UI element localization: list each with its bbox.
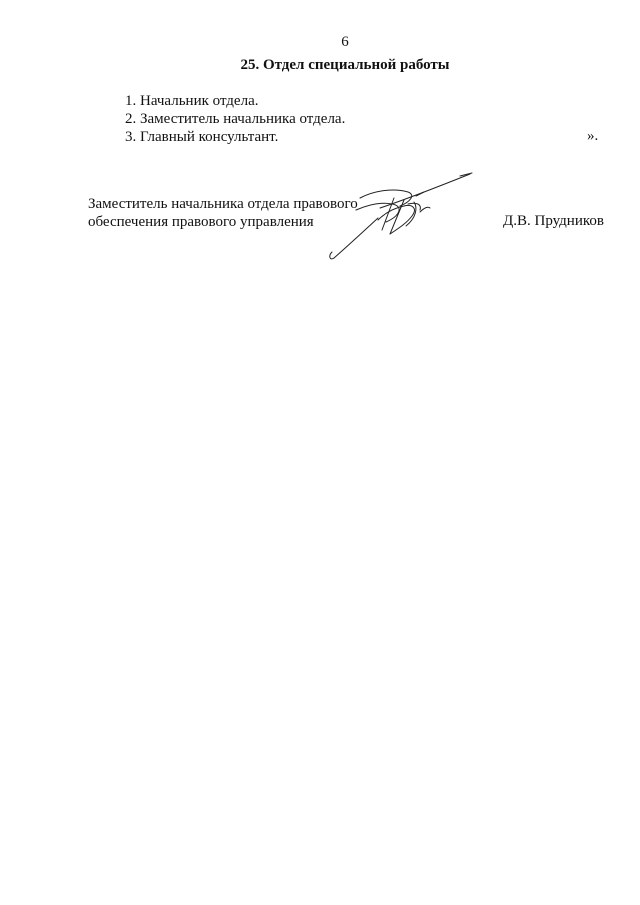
closing-quote: ».: [587, 128, 599, 144]
positions-list: [125, 92, 345, 146]
section-title: 25. Отдел специальной работы: [240, 57, 450, 73]
list-item: 2. Заместитель начальника отдела.: [125, 111, 346, 127]
list-item: 1. Начальник отдела.: [125, 93, 259, 109]
page-number: 6: [341, 34, 349, 50]
signatory-name: Д.В. Прудников: [503, 213, 604, 229]
handwritten-signature-icon: [320, 168, 480, 268]
list-item: 3. Главный консультант.: [125, 129, 279, 145]
signatory-position-line: Заместитель начальника отдела правового: [88, 196, 358, 212]
signatory-position-line: обеспечения правового управления: [88, 214, 314, 230]
signatory-position: [88, 195, 358, 231]
